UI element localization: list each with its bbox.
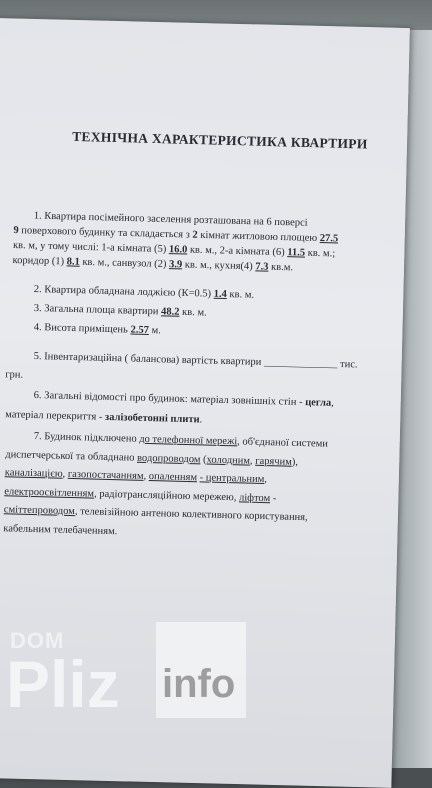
- text-segment: ,: [264, 474, 268, 486]
- text-segment: 5. Інвентаризаційна ( балансова) вартість квартири: [33, 350, 265, 369]
- text-segment: матеріал перекриття -: [5, 409, 106, 423]
- text-segment: 16.0: [168, 244, 188, 256]
- text-segment: тис.: [337, 358, 358, 371]
- text-segment: -: [270, 492, 277, 505]
- text-segment: 2.57: [130, 324, 150, 337]
- document-title: ТЕХНІЧНА ХАРАКТЕРИСТИКА КВАРТИРИ: [72, 128, 368, 152]
- paragraph-3: [34, 302, 207, 321]
- text-segment: каналізацією: [4, 467, 63, 480]
- text-segment: 3. Загальна площа квартири: [33, 302, 162, 318]
- text-segment: 2: [192, 229, 198, 241]
- text-segment: ,: [331, 397, 335, 409]
- text-segment: сміттепроводом: [3, 504, 76, 518]
- text-segment: кв. м.: [179, 306, 207, 319]
- text-segment: 3.9: [168, 259, 183, 271]
- text-segment: водопроводом: [136, 452, 201, 465]
- text-segment: 9: [13, 224, 19, 237]
- text-segment: кв. м., 2-а кімната (6): [187, 244, 288, 259]
- text-segment: кімнат житловою площею: [197, 229, 320, 245]
- text-segment: , радіотрансляційною мережею,: [93, 488, 240, 504]
- text-segment: кв. м.: [226, 289, 255, 301]
- paragraph-2-line: [34, 283, 255, 303]
- paragraph-7: [3, 428, 329, 547]
- watermark-pliz: Pliz: [6, 647, 120, 721]
- text-segment: кв. м., кухня(4): [182, 259, 256, 273]
- text-segment: 8.1: [66, 256, 80, 268]
- paragraph-1: [12, 208, 338, 276]
- watermark-info: info: [162, 662, 236, 706]
- text-segment: 6: [266, 216, 272, 228]
- text-segment: 27.5: [319, 233, 339, 245]
- text-segment: до телефонної мережі: [139, 433, 238, 448]
- text-segment: , телевізійною антеною колективного користування,: [74, 506, 308, 524]
- text-segment: 11.5: [287, 247, 306, 259]
- text-segment: цегла: [305, 397, 332, 409]
- text-segment: ,: [62, 468, 69, 481]
- text-segment: ,: [249, 455, 256, 467]
- text-segment: ),: [291, 456, 299, 468]
- text-segment: .: [199, 414, 203, 426]
- text-segment: залізобетонні плити: [104, 411, 200, 426]
- text-segment: поверхового будинку та складається з: [18, 225, 193, 241]
- text-segment: 7. Будинок підключено: [33, 430, 140, 445]
- text-segment: 7.3: [255, 261, 269, 273]
- text-segment: гарячим: [255, 455, 292, 468]
- text-segment: кв. м.;: [304, 247, 336, 260]
- text-segment: електроосвітленням: [4, 486, 95, 500]
- text-segment: коридор (1): [12, 254, 67, 268]
- text-segment: кабельним телебаченням.: [3, 523, 118, 538]
- text-segment: опаленням: [148, 471, 198, 484]
- text-segment: кв.м.: [268, 261, 294, 274]
- text-segment: грн.: [5, 369, 24, 381]
- text-segment: кв. м., санвузол (2): [79, 256, 170, 271]
- text-segment: (: [200, 453, 207, 466]
- text-segment: - центральним: [199, 472, 265, 486]
- text-segment: газопостачанням: [67, 469, 144, 483]
- watermark-dom: DOM: [10, 628, 65, 653]
- text-segment: , об'єднаної системи: [237, 436, 329, 450]
- text-segment: ,: [143, 471, 149, 483]
- text-segment: 1. Квартира посімейного заселення розташована на: [33, 210, 267, 228]
- text-segment: поверсі: [271, 216, 308, 229]
- paragraph-4: [34, 321, 161, 338]
- text-segment: 6. Загальні відомості про будинок: матеріал зовнішніх стін -: [33, 389, 306, 409]
- paragraph-4-line: [34, 321, 161, 338]
- paragraph-2: [34, 283, 255, 303]
- text-segment: кв. м, у тому числі: 1-а кімната (5): [12, 239, 170, 256]
- text-segment: 1.4: [213, 288, 227, 301]
- text-segment: холодним: [206, 454, 251, 467]
- watermark-logo: [6, 618, 256, 768]
- paragraph-3-line: [34, 302, 207, 321]
- text-segment: 4. Висота приміщень: [33, 321, 131, 336]
- text-segment: ліфтом: [238, 492, 271, 504]
- text-segment: м.: [148, 325, 161, 337]
- text-segment: 48.2: [160, 306, 180, 318]
- text-segment: диспетчерської та обладнано: [5, 448, 138, 464]
- paragraph-6: [5, 386, 335, 434]
- text-segment: 2. Квартира обладнана лоджією (К=0.5): [33, 283, 214, 300]
- text-segment: ______________: [263, 357, 338, 370]
